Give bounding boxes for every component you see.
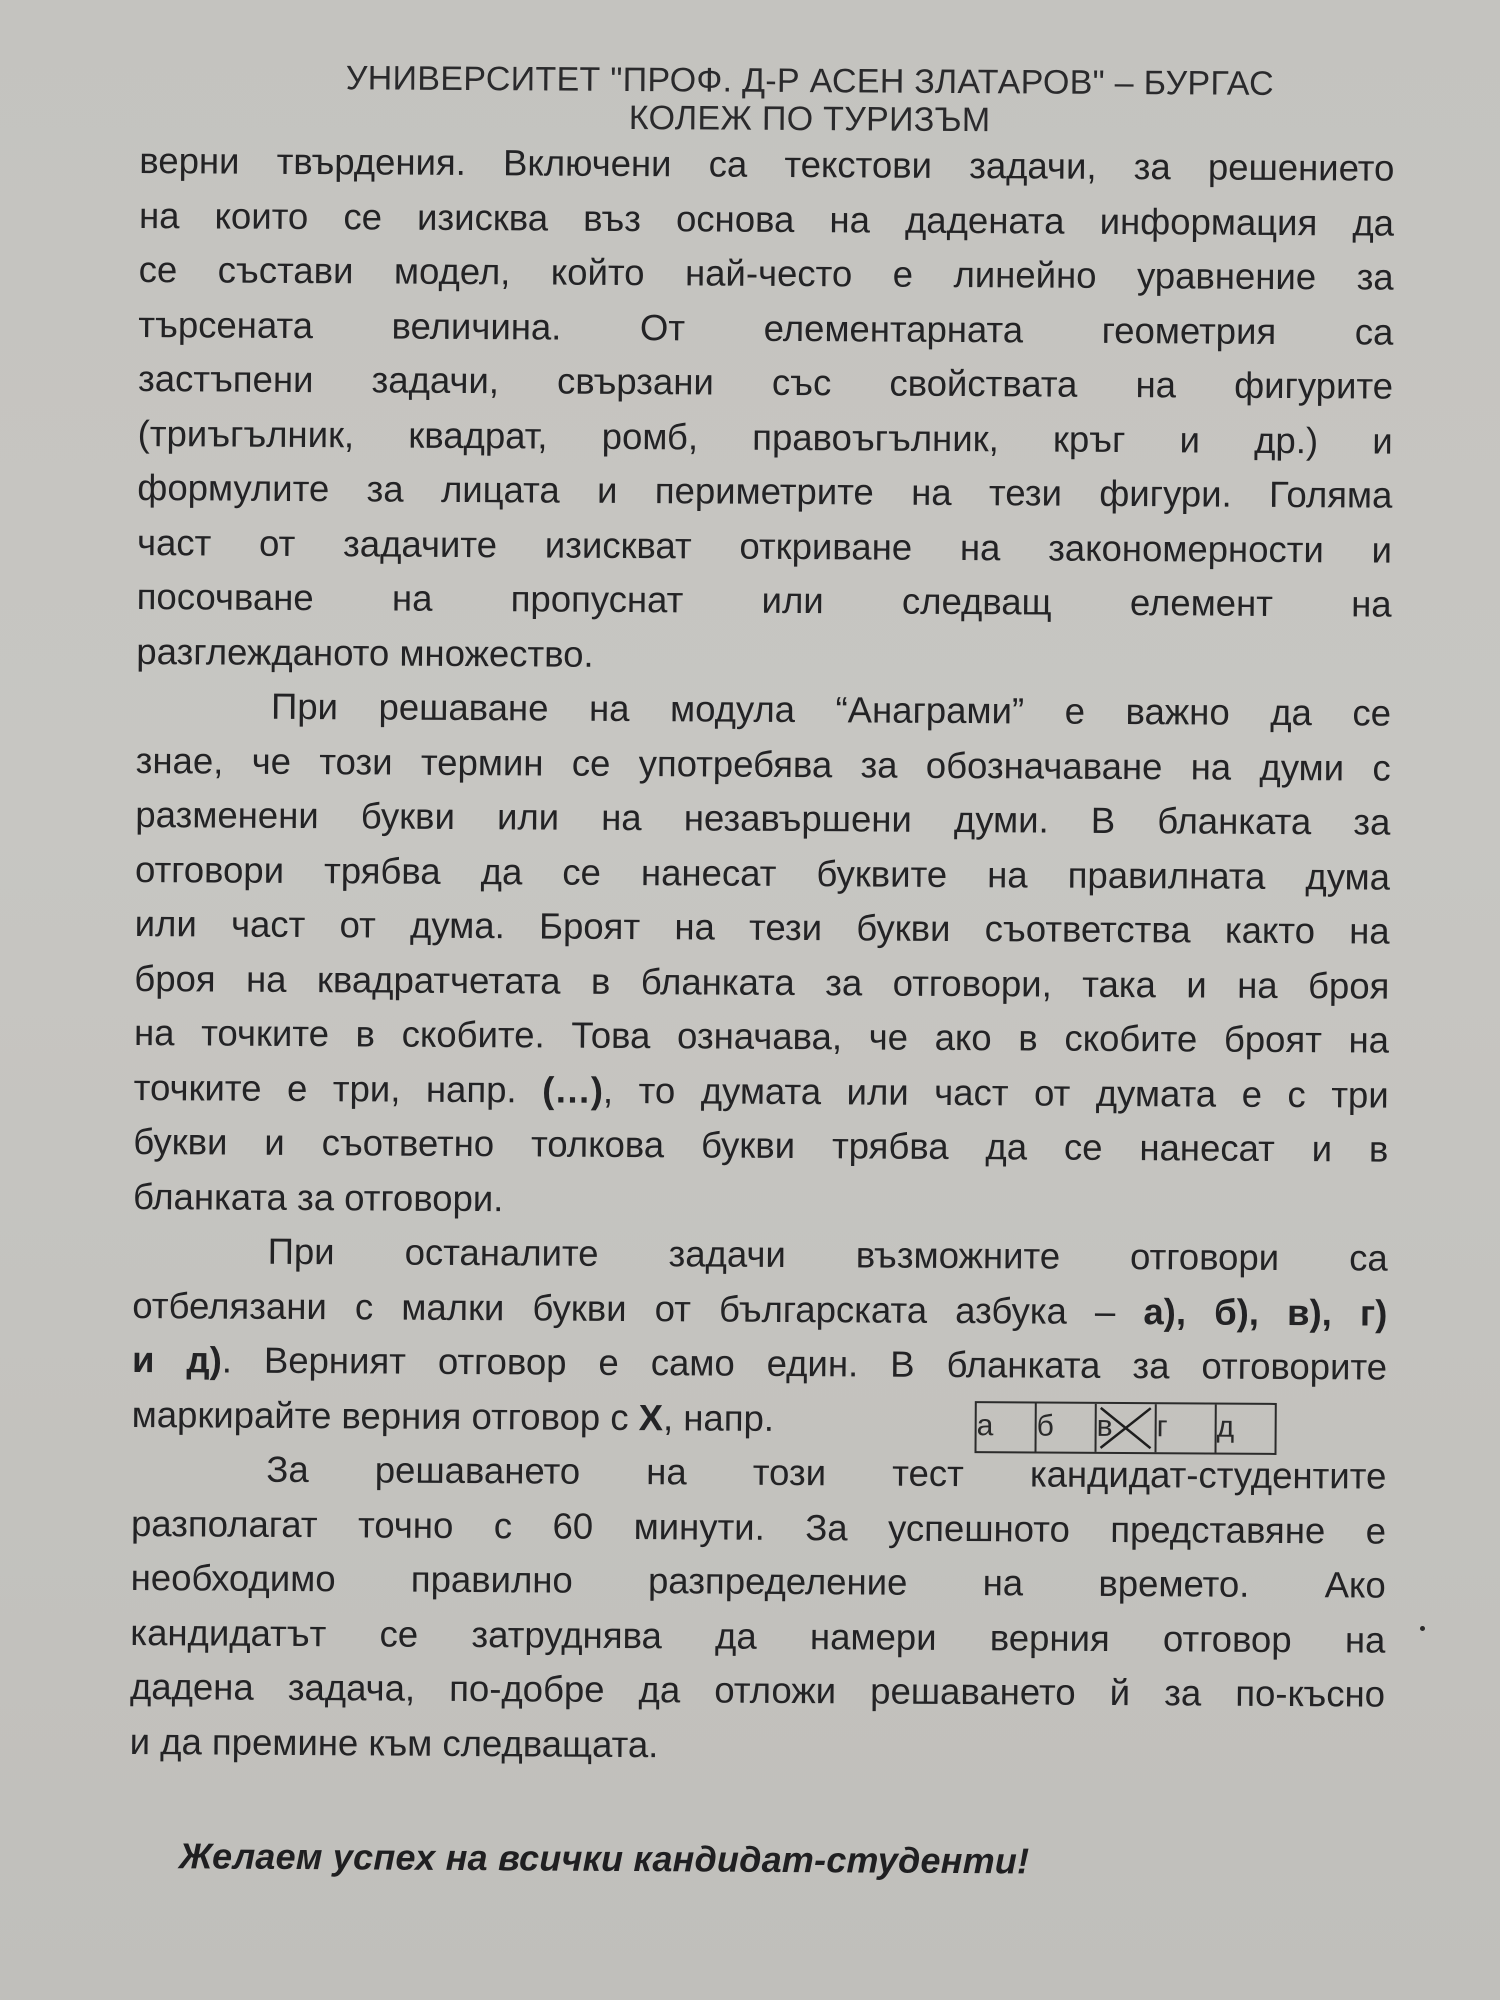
x-mark-letter: Х — [638, 1396, 664, 1438]
text-line: отговори трябва да се нанесат буквите на правилната дума — [134, 848, 1391, 898]
text-line — [132, 1278, 1387, 1340]
answer-cell-d: д — [1216, 1410, 1235, 1444]
text-fragment: , то думата или част от думата е с три — [602, 1069, 1389, 1116]
text-line: дадена задача, по-добре да отложи решаването й за по-късно — [129, 1665, 1386, 1715]
closing-wish: Желаем успех на всички кандидат-студенти! — [178, 1835, 1030, 1882]
ellipsis-example: (…) — [542, 1068, 604, 1111]
page-header — [210, 58, 1410, 141]
text-line: верни твърдения. Включени са текстови задачи, за решението — [139, 139, 1395, 189]
text-line — [132, 1333, 1387, 1395]
text-line — [132, 1387, 1387, 1449]
text-fragment: отбелязани с малки букви от българската азбука – — [132, 1284, 1144, 1332]
answer-letters: а), б), в), г) — [1143, 1290, 1388, 1334]
page-content — [129, 58, 1410, 1885]
header-college: КОЛЕЖ ПО ТУРИЗЪМ — [628, 98, 991, 140]
text-line: знае, че този термин се употребява за обозначаване на думи с — [135, 739, 1391, 789]
cross-mark-icon — [1097, 1403, 1155, 1451]
text-line: на точките в скобите. Това означава, че ако в скобите броят на — [133, 1011, 1390, 1061]
answer-cell-a: а — [977, 1403, 1037, 1451]
text-line: При решаване на модула “Анаграми” е важно да се — [270, 685, 1392, 734]
answer-cell-v-letter: в — [1096, 1409, 1113, 1443]
text-line: необходимо правилно разпределение на времето. Ако — [130, 1556, 1386, 1606]
text-line: кандидатът се затруднява да намери верния отговор на — [130, 1611, 1386, 1661]
text-line — [134, 1060, 1389, 1122]
answer-letter-d: и д) — [131, 1338, 222, 1381]
text-line: застъпени задачи, свързани със свойствата на фигурите — [137, 357, 1394, 407]
text-line: (триъгълник, квадрат, ромб, правоъгълник, кръг и др.) и — [137, 412, 1393, 462]
text-line: разменени букви или на незавършени думи. В бланката за — [135, 793, 1391, 843]
paragraph-time — [130, 1442, 1387, 1777]
answer-cell-v-marked — [1097, 1403, 1157, 1451]
text-line: За решаването на този тест кандидат-студентите — [266, 1448, 1387, 1497]
header-university: УНИВЕРСИТЕТ "ПРОФ. Д-Р АСЕН ЗЛАТАРОВ" – БУРГАС — [345, 59, 1275, 103]
text-line: разглежданото множество. — [136, 630, 594, 675]
text-fragment: . Верният отговор е само един. В бланката за отговорите — [221, 1339, 1388, 1388]
ink-dot — [1420, 1626, 1425, 1631]
text-line: броя на квадратчетата в бланката за отговори, така и на броя — [134, 957, 1390, 1007]
text-fragment: точките е три, напр. — [133, 1066, 543, 1110]
text-line: формулите за лицата и периметрите на тези фигури. Голяма — [137, 466, 1393, 516]
text-line: част от задачите изискват откриване на закономерности и — [136, 521, 1393, 571]
text-line: букви и съответно толкова букви трябва да се нанесат и в — [133, 1120, 1389, 1170]
paragraph-1 — [136, 134, 1394, 687]
text-line: се състави модел, който най-често е линейно уравнение за — [138, 248, 1394, 298]
text-line: посочване на пропуснат или следващ елемент на — [136, 575, 1392, 625]
text-line: на които се изисква въз основа на дадената информация да — [138, 194, 1395, 244]
answer-cell-b: б — [1037, 1403, 1097, 1451]
answer-cell-g: г — [1157, 1404, 1217, 1452]
text-line: разполагат точно с 60 минути. За успешното представяне е — [130, 1502, 1387, 1552]
text-fragment: , напр. — [662, 1396, 775, 1439]
text-line: или част от дума. Броят на тези букви съответства както на — [134, 902, 1390, 952]
text-line: и да премине към следващата. — [129, 1720, 659, 1765]
paragraph-anagrams — [133, 679, 1391, 1232]
paragraph-other-tasks — [132, 1224, 1388, 1450]
text-line: При останалите задачи възможните отговори са — [267, 1230, 1388, 1279]
answer-example-box — [974, 1401, 1276, 1455]
text-fragment: маркирайте верния отговор с — [131, 1393, 639, 1438]
text-line: бланката за отговори. — [132, 1175, 504, 1219]
text-line: търсената величина. От елементарната геометрия са — [138, 303, 1394, 353]
